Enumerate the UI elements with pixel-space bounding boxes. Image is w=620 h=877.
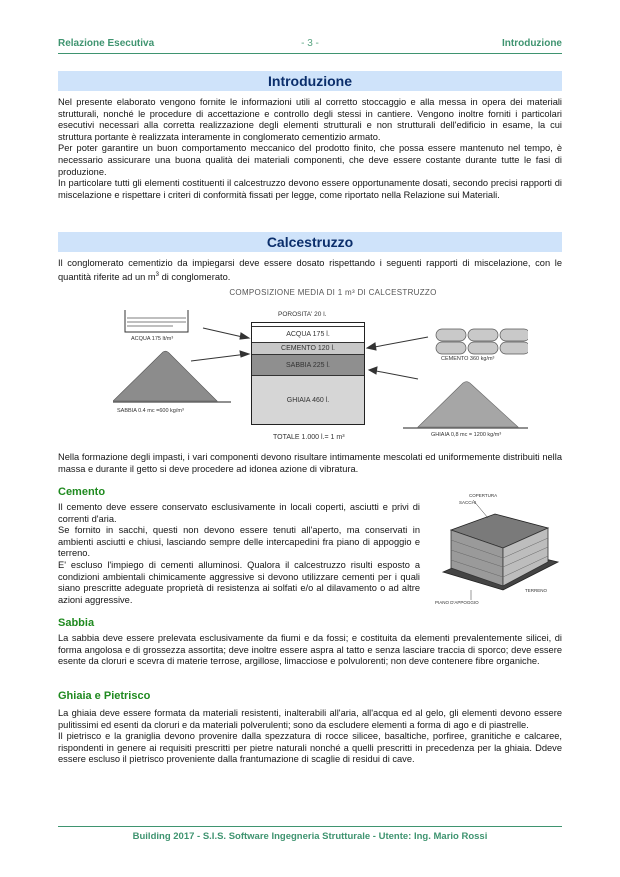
sand-layer: SABBIA 225 l.	[252, 354, 364, 375]
cover-label: COPERTURA	[469, 493, 498, 498]
ghiaia-paragraph: La ghiaia deve essere formata da materiali resistenti, inalterabili all'aria, all'acqua ed al gelo, gli elementi devono essere pulitissimi ed esenti da cloruri e da materiali polverulenti; sono da escludere elementi a forma di ago e di piastrelle.	[58, 708, 562, 730]
section-heading-calcestruzzo: Calcestruzzo	[58, 232, 562, 252]
footer-divider	[58, 826, 562, 827]
ghiaia-body	[58, 708, 562, 766]
water-label: ACQUA 175 lt/m³	[131, 336, 174, 342]
sand-label: SABBIA 0.4 mc =600 kg/m³	[117, 408, 184, 414]
intro-paragraph: In particolare tutti gli elementi costituenti il calcestruzzo devono essere opportunamente dosati, secondo precisi rapporti di miscelazione e rispettare i criteri di conformità fissati per legge, come riportato nella Relazione sui Materiali.	[58, 178, 562, 200]
mixing-paragraph	[58, 452, 562, 475]
page-number: - 3 -	[301, 38, 319, 49]
header-divider	[58, 53, 562, 54]
cement-layer: CEMENTO 120 l.	[252, 342, 364, 354]
ghiaia-paragraph: Il pietrisco e la graniglia devono provenire dalla spezzatura di rocce silicee, basaltiche, porfiree, granitiche e calcaree, rispondenti in genere ai requisiti prescritti per pietre naturali nonché a quelli prescritti in precedenza per la ghiaia. Ddeve essere escluso il pietrisco proveniente dalla frantumazione di scaglie di residui di cave.	[58, 731, 562, 765]
bags-label: SACCHI	[459, 500, 477, 505]
intro-paragraph: Per poter garantire un buon comportamento meccanico del prodotto finito, che possa essere mantenuto nel tempo, è necessario assicurare una buona qualità dei materiali componenti, che deve essere costante durante tutte le fasi di produzione.	[58, 143, 562, 177]
intro-body	[58, 97, 562, 201]
water-layer: ACQUA 175 l.	[252, 327, 364, 342]
sabbia-body	[58, 633, 562, 668]
gravel-label: GHIAIA 0,8 mc = 1200 kg/m³	[431, 432, 502, 438]
page-footer: Building 2017 - S.I.S. Software Ingegneria Strutturale - Utente: Ing. Mario Rossi	[132, 831, 488, 842]
cemento-paragraph: E' escluso l'impiego di cementi alluminosi. Qualora il calcestruzzo risulti esposto a condizioni ambientali chimicamente aggressive si devono utilizzare cementi per i quali siano prescritte adeguate proprietà di resistenza ai solfati e/o al dilavamento o ad altre azioni aggressive.	[58, 559, 420, 605]
ground-label: TERRENO	[525, 588, 548, 593]
water-tank-icon	[125, 310, 188, 332]
subheading-cemento: Cemento	[58, 486, 106, 498]
cemento-paragraph: Il cemento deve essere conservato esclusivamente in locali coperti, asciutti e privi di correnti d'aria.	[58, 502, 420, 524]
calcestruzzo-intro-text: Il conglomerato cementizio da impiegarsi deve essere dosato rispettando i seguenti rapporti di miscelazione, con le quantità riferite ad un m	[58, 258, 562, 282]
composition-column	[251, 322, 365, 425]
section-heading-introduzione: Introduzione	[58, 71, 562, 91]
porosity-label: POROSITA' 20 l.	[278, 311, 327, 318]
cement-label: CEMENTO 360 kg/m³	[441, 356, 495, 362]
chapter-title: Introduzione	[502, 38, 562, 49]
gravel-pile-icon	[403, 382, 528, 428]
document-title: Relazione Esecutiva	[58, 38, 155, 49]
mixing-text: Nella formazione degli impasti, i vari componenti devono risultare intimamente mescolati ed uniformemente distribuiti nella massa e durante il getto si deve procedere ad idonea azione di vibratura.	[58, 452, 562, 474]
sabbia-paragraph: La sabbia deve essere prelevata esclusivamente da fiumi e da fossi; e costituita da elementi prevalentemente silicei, di forma angolosa e di grossezza assortita; deve inoltre essere aspra al tatto e senza lasciare traccia di sporco; deve essere esente da cloruri e scevra di materie terrose, argillose, limacciose e polvulorenti; non deve contenere fibre organiche.	[58, 633, 562, 667]
page-header	[58, 38, 562, 52]
sand-pile-icon	[113, 351, 231, 402]
cement-storage-figure	[433, 490, 563, 610]
support-label: PIANO D'APPOGGIO	[435, 600, 479, 605]
total-label: TOTALE 1.000 l.= 1 m³	[273, 434, 345, 441]
subheading-sabbia: Sabbia	[58, 617, 95, 629]
cemento-body	[58, 502, 420, 606]
concrete-composition-figure	[113, 288, 528, 448]
cement-bags-icon	[436, 329, 528, 354]
cemento-paragraph: Se fornito in sacchi, questi non devono essere tenuti all'aperto, ma conservati in ambienti asciutti e chiusi, lasciando sempre delle intercapedini fra piano di appoggio e terreno.	[58, 525, 420, 559]
subheading-ghiaia: Ghiaia e Pietrisco	[58, 690, 151, 702]
gravel-layer: GHIAIA 460 l.	[252, 375, 364, 424]
intro-paragraph: Nel presente elaborato vengono fornite le informazioni utili al corretto stoccaggio e alla messa in opera dei materiali strutturali, nonché le procedure di accettazione e controllo degli stessi in cantiere. Vengono inoltre forniti i particolari esecutivi necessari alla corretta realizzazione degli elementi strutturali e non strutturali dell'edificio in esame, la cui struttura portante è realizzata interamente in conglomerato cementizio armato.	[58, 97, 562, 142]
calcestruzzo-intro	[58, 258, 562, 283]
calcestruzzo-intro-tail: di conglomerato.	[159, 271, 231, 282]
figure-title: COMPOSIZIONE MEDIA DI 1 m³ DI CALCESTRUZZO	[229, 288, 437, 297]
superscript: 3	[155, 271, 160, 278]
